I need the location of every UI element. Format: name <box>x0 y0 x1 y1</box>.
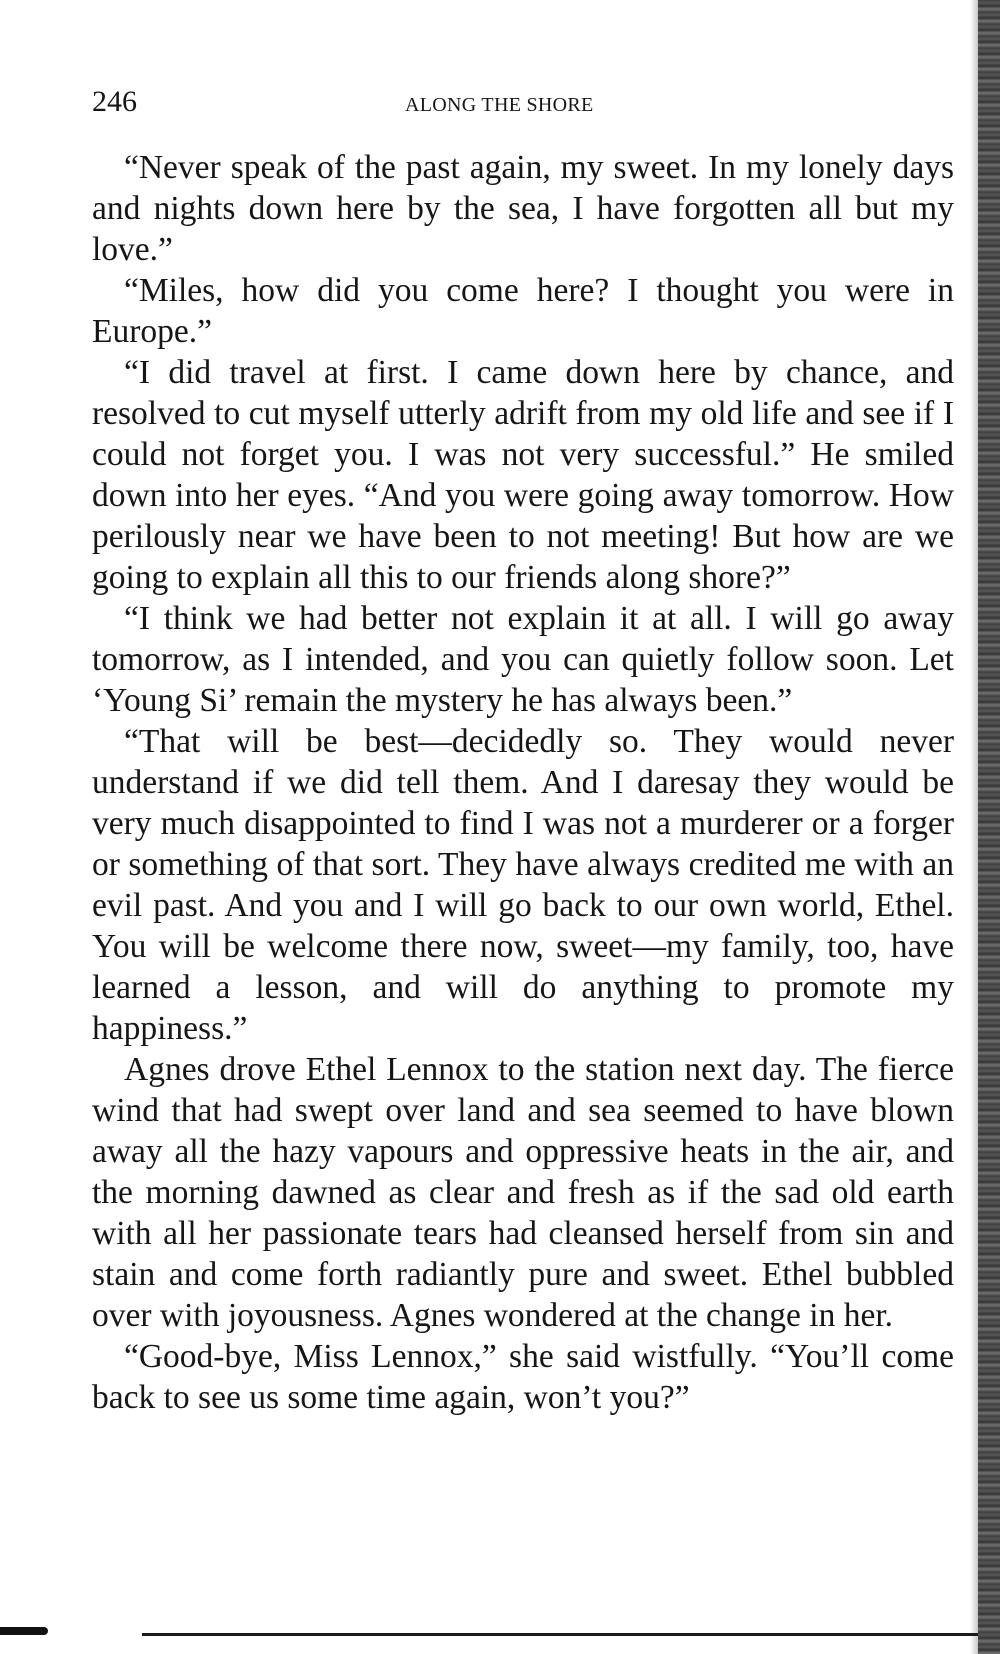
body-text <box>92 147 954 1418</box>
running-title: ALONG THE SHORE <box>405 94 594 116</box>
bottom-rule <box>142 1633 978 1636</box>
page-spine-edge <box>978 0 1000 1654</box>
paragraph-7: “Good-bye, Miss Lennox,” she said wistfully. “You’ll come back to see us some time again, won’t you?” <box>92 1338 954 1416</box>
paragraph-5: “That will be best—decidedly so. They would never understand if we did tell them. And I daresay they would be very much disappointed to find I was not a murderer or a forger or something of that sort. They have always credited me with an evil past. And you and I will go back to our own world, Ethel. You will be welcome there now, sweet—my family, too, have learned a lesson, and will do anything to promote my happiness.” <box>92 723 954 1047</box>
running-head <box>92 82 954 122</box>
paragraph-1: “Never speak of the past again, my sweet. In my lonely days and nights down here by the sea, I have forgotten all but my love.” <box>92 149 954 268</box>
paragraph-3: “I did travel at first. I came down here by chance, and resolved to cut myself utterly adrift from my old life and see if I could not forget you. I was not very successful.” He smiled down into her eyes. “And you were going away tomorrow. How perilously near we have been to not meeting! But how are we going to explain all this to our friends along shore?” <box>92 354 954 596</box>
corner-scan-mark <box>0 1627 48 1635</box>
page-number: 246 <box>92 85 137 118</box>
paragraph-6: Agnes drove Ethel Lennox to the station next day. The fierce wind that had swept over land and sea seemed to have blown away all the hazy vapours and oppressive heats in the air, and the morning dawned as clear and fresh as if the sad old earth with all her passionate tears had cleansed herself from sin and stain and come forth radiantly pure and sweet. Ethel bubbled over with joyousness. Agnes wondered at the change in her. <box>92 1051 954 1334</box>
paragraph-4: “I think we had better not explain it at all. I will go away tomorrow, as I intended, and you can quietly follow soon. Let ‘Young Si’ remain the mystery he has always been.” <box>92 600 954 719</box>
paragraph-2: “Miles, how did you come here? I thought you were in Europe.” <box>92 272 954 350</box>
